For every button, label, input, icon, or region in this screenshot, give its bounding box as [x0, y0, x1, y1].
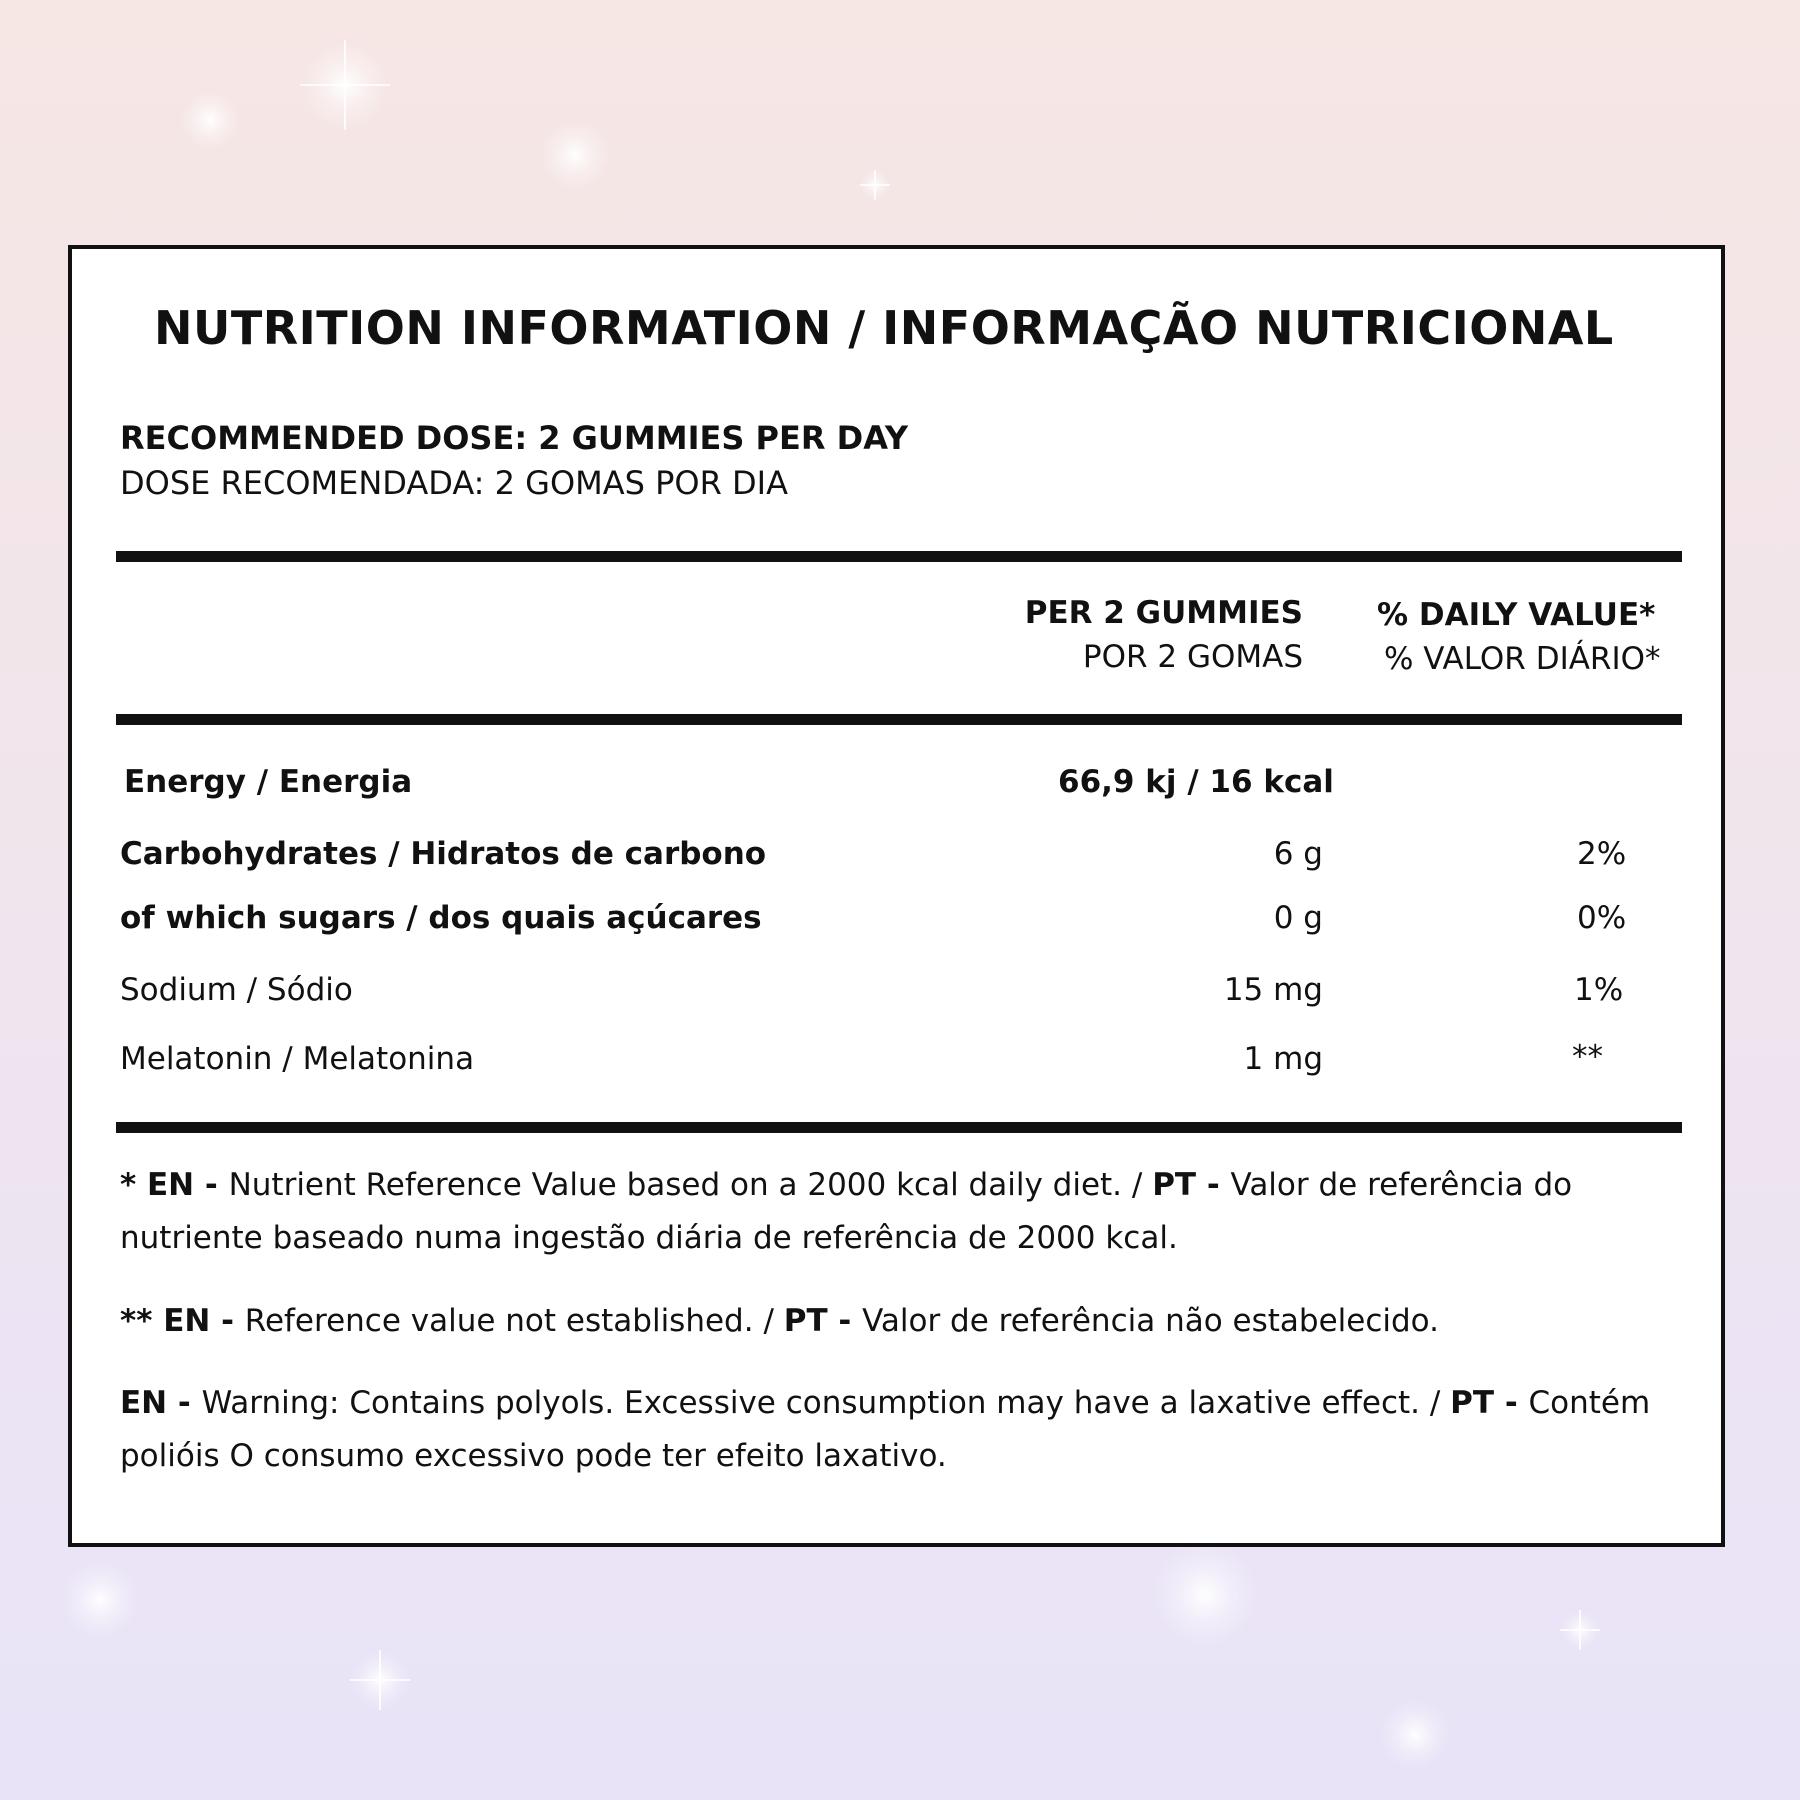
divider — [116, 1122, 1682, 1133]
nutrient-amount-melatonin: 1 mg — [1243, 1041, 1323, 1077]
sparkle-decoration — [1380, 1700, 1450, 1770]
divider — [116, 714, 1682, 725]
footnote-prefix-en: ** EN - — [120, 1303, 245, 1339]
warning-note — [120, 1377, 1720, 1483]
nutrient-pct-carbohydrates: 2% — [1577, 836, 1627, 872]
footnote-prefix-pt: PT - — [783, 1303, 863, 1339]
sparkle-decoration — [1150, 1540, 1260, 1650]
nutrient-pct-sugars: 0% — [1577, 900, 1627, 936]
sparkle-decoration — [540, 120, 610, 190]
nutrient-amount-sodium: 15 mg — [1223, 972, 1323, 1008]
page-title: NUTRITION INFORMATION / INFORMAÇÃO NUTRICIONAL — [154, 301, 1614, 355]
nutrient-amount-carbohydrates: 6 g — [1273, 836, 1323, 872]
nutrient-label-energy: Energy / Energia — [124, 764, 413, 800]
nutrient-amount-sugars: 0 g — [1273, 900, 1323, 936]
nutrient-label-sodium: Sodium / Sódio — [120, 972, 353, 1008]
column-header-daily-value-en: % DAILY VALUE* — [1377, 597, 1656, 633]
footnote-prefix-en: * EN - — [120, 1167, 229, 1203]
footnote-reference-value — [120, 1159, 1680, 1265]
column-header-per-serving-pt: POR 2 GOMAS — [1082, 639, 1303, 675]
divider — [116, 551, 1682, 562]
footnote-not-established — [120, 1295, 1680, 1348]
nutrient-amount-energy: 66,9 kj / 16 kcal — [1058, 764, 1334, 800]
nutrient-pct-sodium: 1% — [1574, 972, 1624, 1008]
sparkle-decoration — [1560, 1610, 1600, 1650]
sparkle-decoration — [300, 40, 390, 130]
footnote-text-pt: Valor de referência do nutriente baseado numa ingestão diária de referência de 2000 kcal. — [120, 1167, 1573, 1256]
footnote-text-en: Nutrient Reference Value based on a 2000 kcal daily diet. / — [228, 1167, 1153, 1203]
column-header-per-serving-en: PER 2 GUMMIES — [1024, 595, 1303, 631]
footnote-text-pt: Valor de referência não estabelecido. — [862, 1303, 1439, 1339]
nutrition-panel — [68, 245, 1725, 1547]
footnote-text-en: Reference value not established. / — [244, 1303, 784, 1339]
column-header-daily-value-pt: % VALOR DIÁRIO* — [1384, 641, 1661, 677]
recommended-dose-en: RECOMMENDED DOSE: 2 GUMMIES PER DAY — [120, 419, 909, 457]
recommended-dose-pt: DOSE RECOMENDADA: 2 GOMAS POR DIA — [120, 464, 788, 502]
sparkle-decoration — [60, 1560, 140, 1640]
nutrient-label-carbohydrates: Carbohydrates / Hidratos de carbono — [120, 836, 767, 872]
nutrient-pct-melatonin: ** — [1572, 1039, 1603, 1075]
warning-text-en: Warning: Contains polyols. Excessive consumption may have a laxative effect. / — [201, 1385, 1451, 1421]
sparkle-decoration — [860, 170, 890, 200]
nutrient-label-sugars: of which sugars / dos quais açúcares — [120, 900, 762, 936]
sparkle-decoration — [180, 90, 240, 150]
warning-text-pt: Contém polióis O consumo excessivo pode ter efeito laxativo. — [120, 1385, 1651, 1474]
warning-prefix-pt: PT - — [1450, 1385, 1529, 1421]
footnote-prefix-pt: PT - — [1152, 1167, 1231, 1203]
warning-prefix-en: EN - — [120, 1385, 202, 1421]
sparkle-decoration — [350, 1650, 410, 1710]
nutrient-label-melatonin: Melatonin / Melatonina — [120, 1041, 475, 1077]
